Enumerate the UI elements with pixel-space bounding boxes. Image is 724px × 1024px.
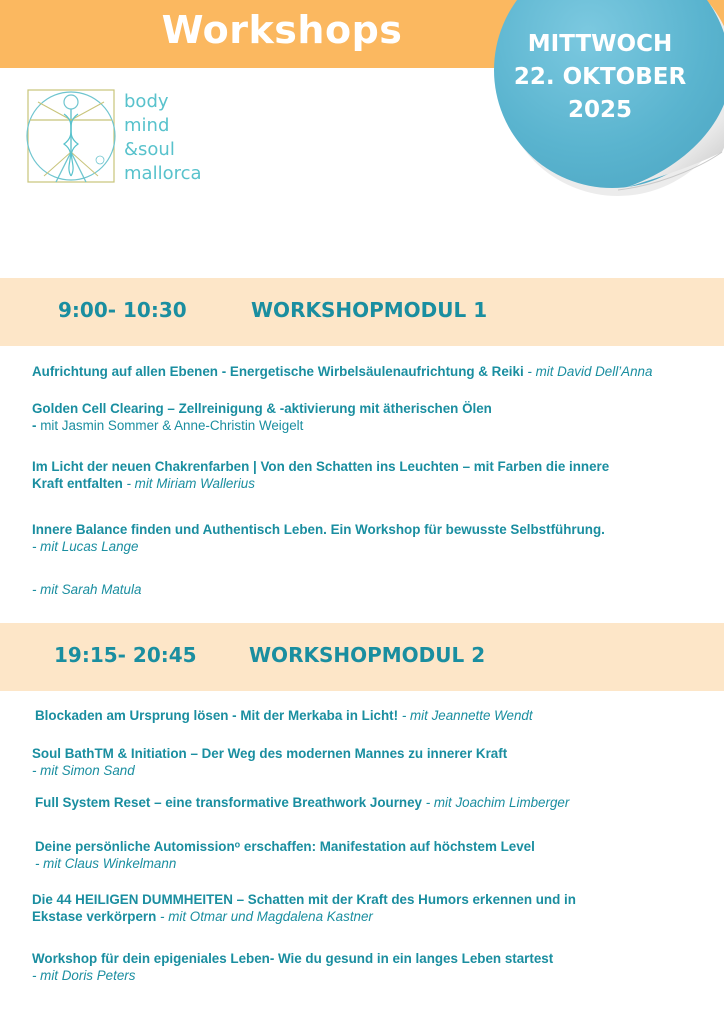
badge-date: 22. OKTOBER [513, 64, 687, 90]
date-badge-text [500, 28, 700, 127]
workshop-title: Aufrichtung auf allen Ebenen - Energetische Wirbelsäulenaufrichtung & Reiki [32, 364, 524, 379]
workshop-entry [35, 794, 715, 811]
workshop-title: Die 44 HEILIGEN DUMMHEITEN – Schatten mit der Kraft des Humors erkennen und in [32, 892, 576, 907]
module-2-band [0, 623, 724, 691]
workshop-entry [35, 838, 715, 872]
module-1-band [0, 278, 724, 346]
workshop-entry [32, 363, 712, 380]
module-2-name: WORKSHOPMODUL 2 [249, 643, 486, 667]
logo-word-soul: &soul [124, 139, 175, 160]
logo [24, 84, 224, 188]
workshop-presenter: - mit David Dell’Anna [523, 364, 653, 379]
logo-word-mallorca: mallorca [124, 163, 202, 184]
workshop-entry [32, 581, 712, 598]
workshop-entry [32, 458, 712, 492]
badge-weekday: MITTWOCH [527, 31, 673, 57]
workshop-presenter: mit Jasmin Sommer & Anne-Christin Weigelt [40, 418, 304, 433]
workshop-title: Workshop für dein epigeniales Leben- Wie du gesund in ein langes Leben startest [32, 951, 554, 966]
workshop-presenter: - mit Miriam Wallerius [122, 476, 255, 491]
module-1-time: 9:00- 10:30 [58, 298, 187, 322]
workshop-title: Soul BathTM & Initiation – Der Weg des modernen Mannes zu innerer Kraft [32, 746, 508, 761]
workshop-title: Innere Balance finden und Authentisch Leben. Ein Workshop für bewusste Selbstführung. [32, 522, 605, 537]
workshop-presenter: - mit Otmar und Magdalena Kastner [156, 909, 373, 924]
badge-year: 2025 [567, 97, 632, 123]
workshop-presenter: - mit Doris Peters [32, 968, 136, 983]
workshop-title: Golden Cell Clearing – Zellreinigung & -aktivierung mit ätherischen Ölen [32, 401, 492, 416]
workshop-presenter: - mit Jeannette Wendt [398, 708, 533, 723]
workshop-title: Blockaden am Ursprung lösen - Mit der Merkaba in Licht! [35, 708, 399, 723]
workshop-presenter: - mit Simon Sand [32, 763, 135, 778]
workshop-entry [32, 891, 712, 925]
workshop-title-cont: - [32, 418, 41, 433]
workshop-title-cont: Ekstase verkörpern [32, 909, 157, 924]
workshop-title: Full System Reset – eine transformative Breathwork Journey [35, 795, 422, 810]
workshop-entry [32, 521, 712, 555]
workshop-presenter: - mit Lucas Lange [32, 539, 139, 554]
workshop-title-cont: Kraft entfalten [32, 476, 123, 491]
workshop-entry [32, 950, 712, 984]
logo-word-mind: mind [124, 115, 170, 136]
workshop-entry [32, 745, 712, 779]
logo-word-body: body [124, 91, 169, 112]
logo-wordmark [124, 90, 202, 186]
workshop-title: Im Licht der neuen Chakrenfarben | Von den Schatten ins Leuchten – mit Farben die innere [32, 459, 610, 474]
workshop-entry [35, 707, 715, 724]
module-1-name: WORKSHOPMODUL 1 [251, 298, 488, 322]
workshop-presenter: - mit Joachim Limberger [421, 795, 570, 810]
vitruvian-logo-icon [24, 84, 120, 188]
workshop-entry [32, 400, 712, 434]
workshop-presenter: - mit Claus Winkelmann [35, 856, 177, 871]
page-title: Workshops [161, 8, 403, 52]
workshop-title: Deine persönliche Automissionᵒ erschaffen: Manifestation auf höchstem Level [35, 839, 535, 854]
workshop-presenter: - mit Sarah Matula [32, 582, 142, 597]
module-2-time: 19:15- 20:45 [54, 643, 197, 667]
